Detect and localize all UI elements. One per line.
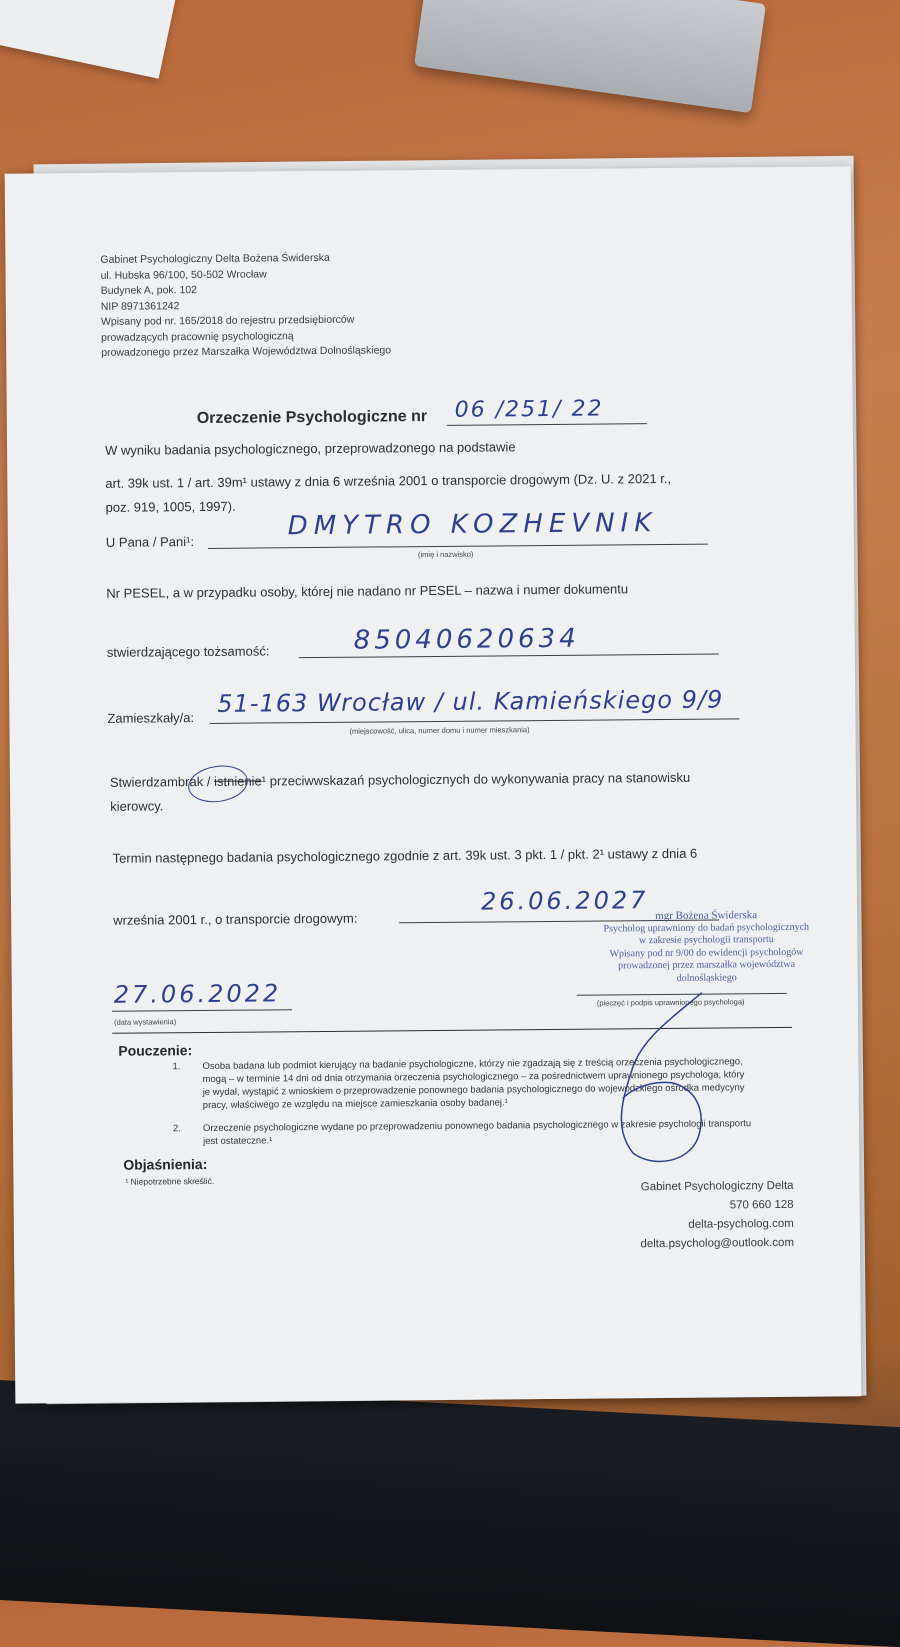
note-line: jest ostateczne.¹ [203, 1135, 273, 1148]
issue-date: 27.06.2022 [113, 979, 282, 1009]
issue-date-caption: (data wystawienia) [114, 1017, 177, 1027]
contact-line: 570 660 128 [729, 1198, 794, 1212]
laptop [414, 0, 766, 113]
header-line: Wpisany pod nr. 165/2018 do rejestru przedsiębiorców [100, 313, 355, 328]
stamp-line: dolnośląskiego [676, 971, 737, 984]
name-label: U Pana / Pani¹: [105, 534, 195, 550]
note-line: Osoba badana lub podmiot kierujący na badanie psychologiczne, którzy nie zgadzają się z treścią orzeczenia psychologicznego, [202, 1056, 743, 1073]
header-line: Budynek A, pok. 102 [100, 284, 198, 297]
header-line: NIP 8971361242 [100, 299, 180, 313]
finding-option-istnienie: istnienie [213, 773, 262, 789]
pesel-text: Nr PESEL, a w przypadku osoby, której nie nadano nr PESEL – nazwa i numer dokumentu [106, 581, 629, 601]
finding-option-brak: brak [177, 774, 204, 790]
address-label: Zamieszkały/a: [107, 710, 195, 726]
finding-slash: / [206, 773, 211, 789]
pesel-label: stwierdzającego tożsamość: [106, 643, 270, 660]
next-exam-line: Termin następnego badania psychologicznego zgodnie z art. 39k ust. 3 pkt. 1 / pkt. 2¹ ustawy z dnia 6 [112, 845, 698, 866]
address-caption: (miejscowość, ulica, numer domu i numer mieszkania) [349, 725, 530, 736]
note-line: Orzeczenie psychologiczne wydane po przeprowadzeniu ponownego badania psychologicznego w zakresie psychologii transportu [202, 1118, 752, 1135]
address-handwritten: 51-163 Wrocław / ul. Kamieńskiego 9/9 [217, 685, 724, 718]
note-line: je wydał, wystąpić z wnioskiem o przeprowadzenie ponownego badania psychologicznego do wojewódzkiego ośrodka medycyny [202, 1082, 745, 1099]
note-line: pracy, właściwego ze względu na miejsce zamieszkania osoby badanej.¹ [202, 1097, 508, 1112]
header-line: Gabinet Psychologiczny Delta Bożena Świderska [100, 251, 330, 266]
contact-line: Gabinet Psychologiczny Delta [640, 1179, 794, 1194]
desk-dark-surface [0, 1380, 900, 1647]
stamp-line: prowadzonej przez marszałka województwa [618, 958, 796, 972]
document-title: Orzeczenie Psychologiczne nr [196, 408, 428, 428]
intro-line: poz. 919, 1005, 1997). [105, 498, 236, 515]
header-line: prowadzących pracownię psychologiczną [101, 329, 294, 344]
psychologist-stamp [591, 909, 822, 986]
stamp-line: mgr Bożena Świderska [655, 909, 758, 923]
intro-line: W wyniku badania psychologicznego, przeprowadzonego na podstawie [105, 439, 516, 458]
item-number: 1. [172, 1061, 181, 1073]
contact-line: delta.psycholog@outlook.com [640, 1236, 795, 1251]
next-exam-label: września 2001 r., o transporcie drogowym: [113, 910, 358, 928]
clinic-header [100, 250, 391, 361]
document-number: 06 /251/ 22 [454, 396, 604, 423]
footnote: ¹ Niepotrzebne skreślić. [125, 1175, 215, 1187]
header-line: prowadzonego przez Marszałka Województwa Dolnośląskiego [101, 344, 392, 359]
stamp-line: Psycholog uprawniony do badań psychologicznych [603, 921, 810, 935]
pouczenie-heading: Pouczenie: [118, 1042, 193, 1059]
item-number: 2. [172, 1123, 181, 1135]
stamp-line: w zakresie psychologii transportu [638, 934, 774, 947]
contact-line: delta-psycholog.com [688, 1217, 794, 1231]
finding-line: kierowcy. [110, 798, 164, 814]
issue-date-line [112, 1009, 292, 1012]
number-line [447, 423, 647, 426]
background-paper [0, 0, 177, 79]
brak-circle-mark [186, 762, 251, 806]
document-sheet [5, 166, 862, 1403]
signature-caption: (pieczęć i podpis uprawnionego psychologa) [596, 997, 745, 1008]
name-handwritten: DMYTRO KOZHEVNIK [287, 508, 658, 542]
stamp-line: Wpisany pod nr 9/00 do ewidencji psychologów [609, 946, 804, 959]
handwritten-signature [602, 988, 714, 1169]
clinic-contact [640, 1177, 794, 1254]
name-line [208, 544, 708, 549]
note-line: mogą – w terminie 14 dni od dnia otrzymania orzeczenia psychologicznego – za pośrednictwem uprawnionego psychologa, który [202, 1069, 745, 1086]
finding-rest: ¹ przeciwwskazań psychologicznych do wykonywania pracy na stanowisku [261, 769, 691, 789]
objasnienia-heading: Objaśnienia: [123, 1155, 208, 1173]
header-line: ul. Hubska 96/100, 50-502 Wrocław [100, 267, 267, 282]
name-caption: (imię i nazwisko) [417, 549, 474, 560]
address-line [209, 718, 739, 724]
intro-line: art. 39k ust. 1 / art. 39m¹ ustawy z dnia 6 września 2001 o transporcie drogowym (Dz. U. z 2021 r., [105, 470, 672, 491]
next-exam-date: 26.06.2027 [480, 886, 649, 916]
pesel-handwritten: 85040620634 [353, 623, 580, 656]
finding-word: Stwierdzam [109, 774, 178, 790]
